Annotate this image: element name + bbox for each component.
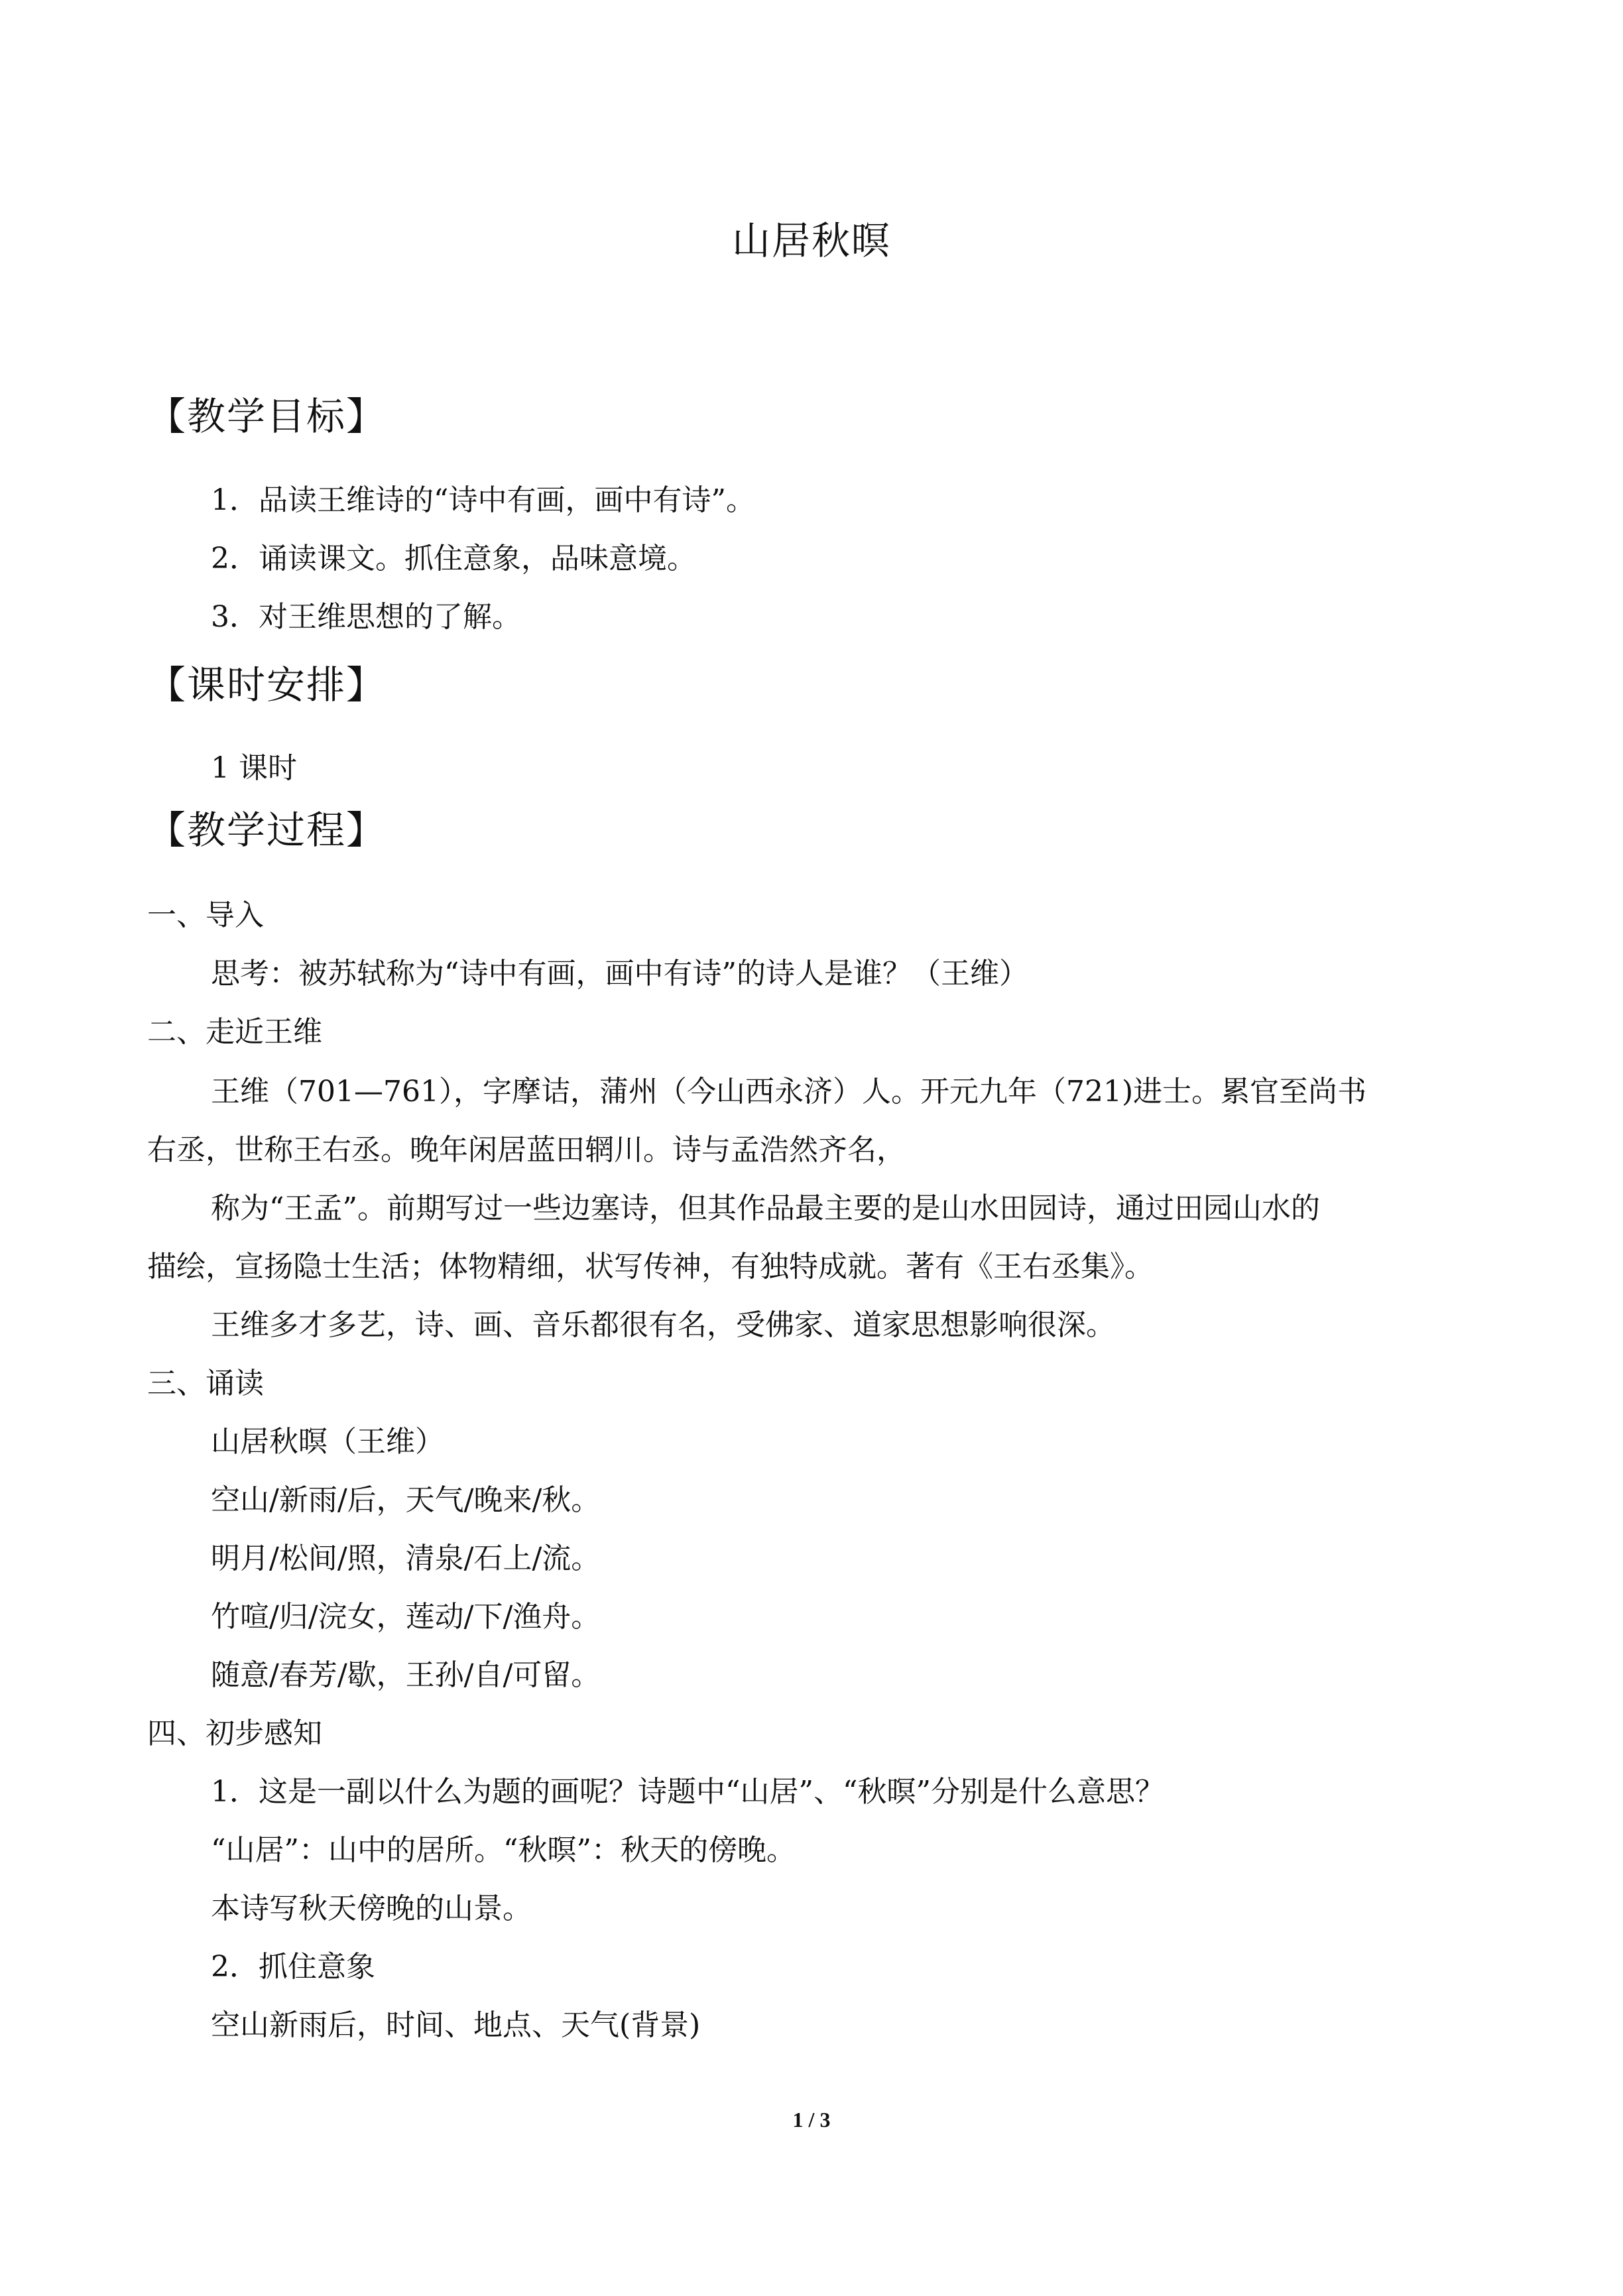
schedule-text: 1 课时 bbox=[211, 751, 297, 785]
objective-item: 3．对王维思想的了解。 bbox=[211, 600, 521, 634]
perception-line: “山居”：山中的居所。“秋暝”：秋天的傍晚。 bbox=[211, 1833, 796, 1867]
poem-line: 随意/春芳/歇，王孙/自/可留。 bbox=[211, 1658, 601, 1692]
page-number: 1 / 3 bbox=[792, 2108, 831, 2132]
perception-line: 空山新雨后，时间、地点、天气(背景) bbox=[211, 2008, 701, 2042]
section-title-author: 二、走近王维 bbox=[147, 1015, 322, 1049]
objective-item: 1．品读王维诗的“诗中有画，画中有诗”。 bbox=[211, 483, 755, 517]
perception-line: 1．这是一副以什么为题的画呢？诗题中“山居”、“秋暝”分别是什么意思？ bbox=[211, 1775, 1164, 1809]
section-title-reading: 三、诵读 bbox=[147, 1366, 264, 1400]
perception-line: 2．抓住意象 bbox=[211, 1950, 375, 1984]
intro-text: 思考：被苏轼称为“诗中有画，画中有诗”的诗人是谁？（王维） bbox=[211, 957, 1028, 991]
poem-line: 空山/新雨/后，天气/晚来/秋。 bbox=[211, 1483, 601, 1517]
objective-item: 2．诵读课文。抓住意象，品味意境。 bbox=[211, 542, 696, 575]
author-paragraph-line: 称为“王孟”。前期写过一些边塞诗，但其作品最主要的是山水田园诗，通过田园山水的 bbox=[211, 1191, 1320, 1225]
poem-line: 明月/松间/照，清泉/石上/流。 bbox=[211, 1541, 601, 1575]
section-title-intro: 一、导入 bbox=[147, 898, 264, 932]
schedule-heading: 【课时安排】 bbox=[147, 662, 387, 707]
poem-line: 竹喧/归/浣女，莲动/下/渔舟。 bbox=[211, 1600, 601, 1634]
objectives-heading: 【教学目标】 bbox=[147, 394, 387, 439]
poem-title: 山居秋暝（王维） bbox=[211, 1425, 444, 1459]
author-paragraph-line: 右丞，世称王右丞。晚年闲居蓝田辋川。诗与孟浩然齐名， bbox=[147, 1133, 906, 1167]
section-title-perception: 四、初步感知 bbox=[147, 1717, 322, 1750]
process-heading: 【教学过程】 bbox=[147, 808, 387, 853]
document-title: 山居秋暝 bbox=[731, 218, 891, 263]
author-paragraph-line: 描绘，宣扬隐士生活；体物精细，状写传神，有独特成就。著有《王右丞集》。 bbox=[147, 1250, 1154, 1284]
perception-line: 本诗写秋天傍晚的山景。 bbox=[211, 1892, 532, 1925]
author-paragraph-line: 王维多才多艺，诗、画、音乐都很有名，受佛家、道家思想影响很深。 bbox=[211, 1308, 1115, 1342]
author-paragraph-line: 王维（701—761），字摩诘，蒲州（今山西永济）人。开元九年（721)进士。累官至尚书 bbox=[211, 1075, 1367, 1109]
